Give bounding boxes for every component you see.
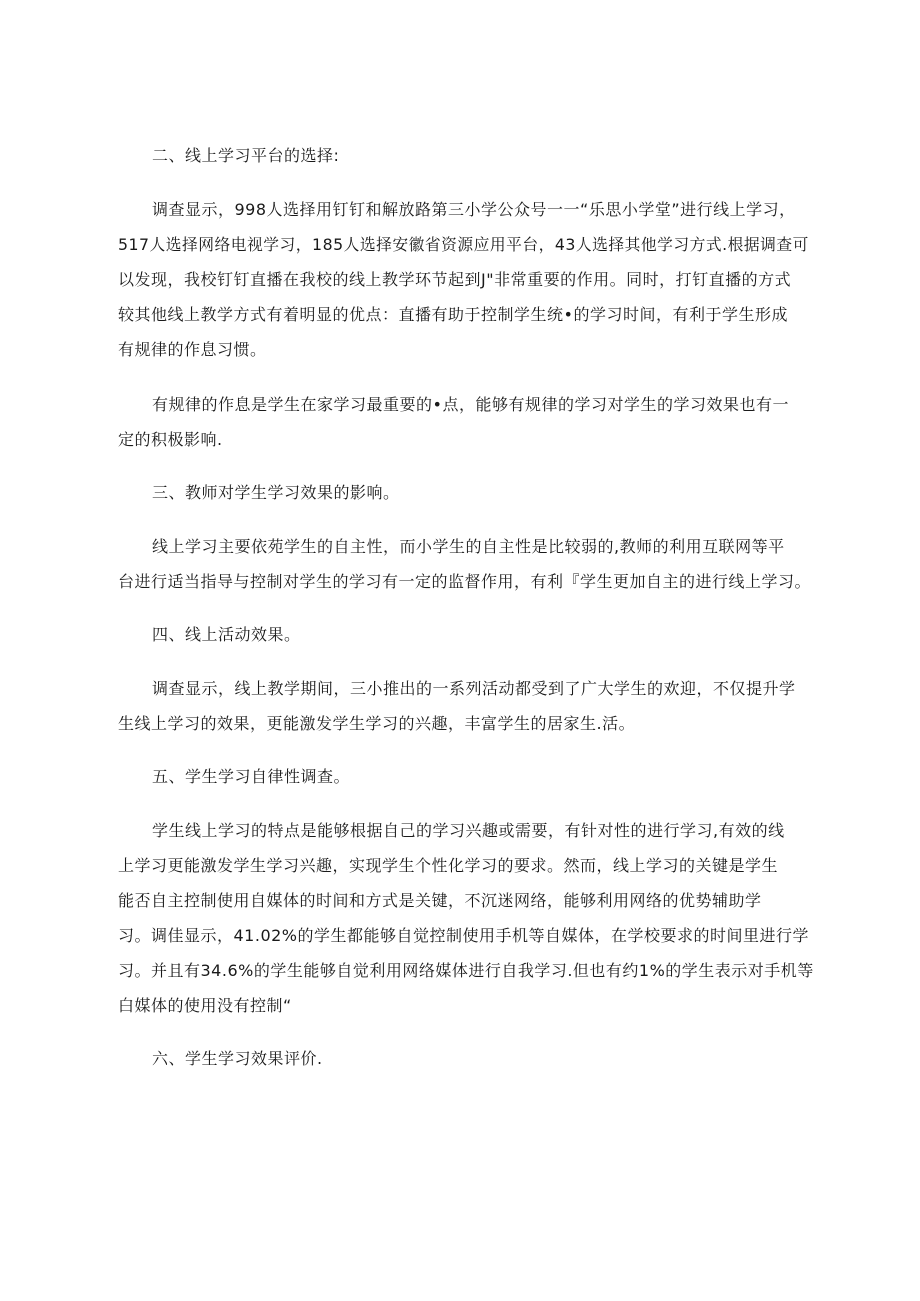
text-line: 定的积极影响. bbox=[118, 430, 223, 449]
text-line: 有规律的作息习惯。 bbox=[118, 340, 267, 359]
text-line: 台进行适当指导与控制对学生的学习有一定的监督作用，有利『学生更加自主的进行线上学习。 bbox=[118, 572, 812, 591]
text-line: 517人选择网络电视学习，185人选择安徽省资源应用平台，43人选择其他学习方式.根据调查可 bbox=[118, 235, 809, 254]
text-line: 较其他线上教学方式有着明显的优点：直播有助于控制学生统•的学习时间，有利于学生形成 bbox=[118, 305, 788, 324]
section-heading-platform: 二、线上学习平台的选择: bbox=[152, 146, 340, 165]
paragraph bbox=[118, 387, 818, 457]
text-line: 白媒体的使用没有控制“ bbox=[118, 996, 292, 1015]
text-line: 上学习更能激发学生学习兴趣，实现学生个性化学习的要求。然而，线上学习的关键是学生 bbox=[118, 856, 779, 875]
text-line: 生线上学习的效果，更能激发学生学习的兴趣，丰富学生的居家生.活。 bbox=[118, 714, 636, 733]
document-body bbox=[118, 140, 818, 1095]
paragraph bbox=[118, 671, 818, 741]
text-line: 以发现，我校钉钉直播在我校的线上教学环节起到J"非常重要的作用。同时，打钉直播的方式 bbox=[118, 270, 792, 289]
text-line: 有规律的作息是学生在家学习最重要的•点，能够有规律的学习对学生的学习效果也有一 bbox=[152, 395, 789, 414]
text-line: 习。调佳显示，41.02%的学生都能够自觉控制使用手机等自媒体，在学校要求的时间里进行学 bbox=[118, 926, 810, 945]
paragraph bbox=[118, 813, 818, 1023]
text-line: 习。并且有34.6%的学生能够自觉利用网络媒体进行自我学习.但也有约1%的学生表示对手机等 bbox=[118, 961, 814, 980]
section-heading-evaluation: 六、学生学习效果评价. bbox=[152, 1049, 323, 1068]
paragraph bbox=[118, 192, 818, 367]
paragraph bbox=[118, 529, 818, 599]
text-line: 线上学习主要依苑学生的自主性，而小学生的自主性是比较弱的,教师的利用互联网等平 bbox=[152, 537, 785, 556]
section-heading-teacher-influence: 三、教师对学生学习效果的影响。 bbox=[152, 483, 400, 502]
text-line: 调查显示，998人选择用钉钉和解放路第三小学公众号一一“乐思小学堂”进行线上学习， bbox=[152, 200, 796, 219]
section-heading-activity-effect: 四、线上活动效果。 bbox=[152, 625, 301, 644]
text-line: 学生线上学习的特点是能够根据自己的学习兴趣或需要，有针对性的进行学习,有效的线 bbox=[152, 821, 785, 840]
section-heading-self-discipline: 五、学生学习自律性调查。 bbox=[152, 767, 351, 786]
text-line: 能否自主控制使用自媒体的时间和方式是关键，不沉迷网络，能够利用网络的优势辅助学 bbox=[118, 891, 762, 910]
text-line: 调查显示，线上教学期间，三小推出的一系列活动都受到了广大学生的欢迎，不仅提升学 bbox=[152, 679, 796, 698]
